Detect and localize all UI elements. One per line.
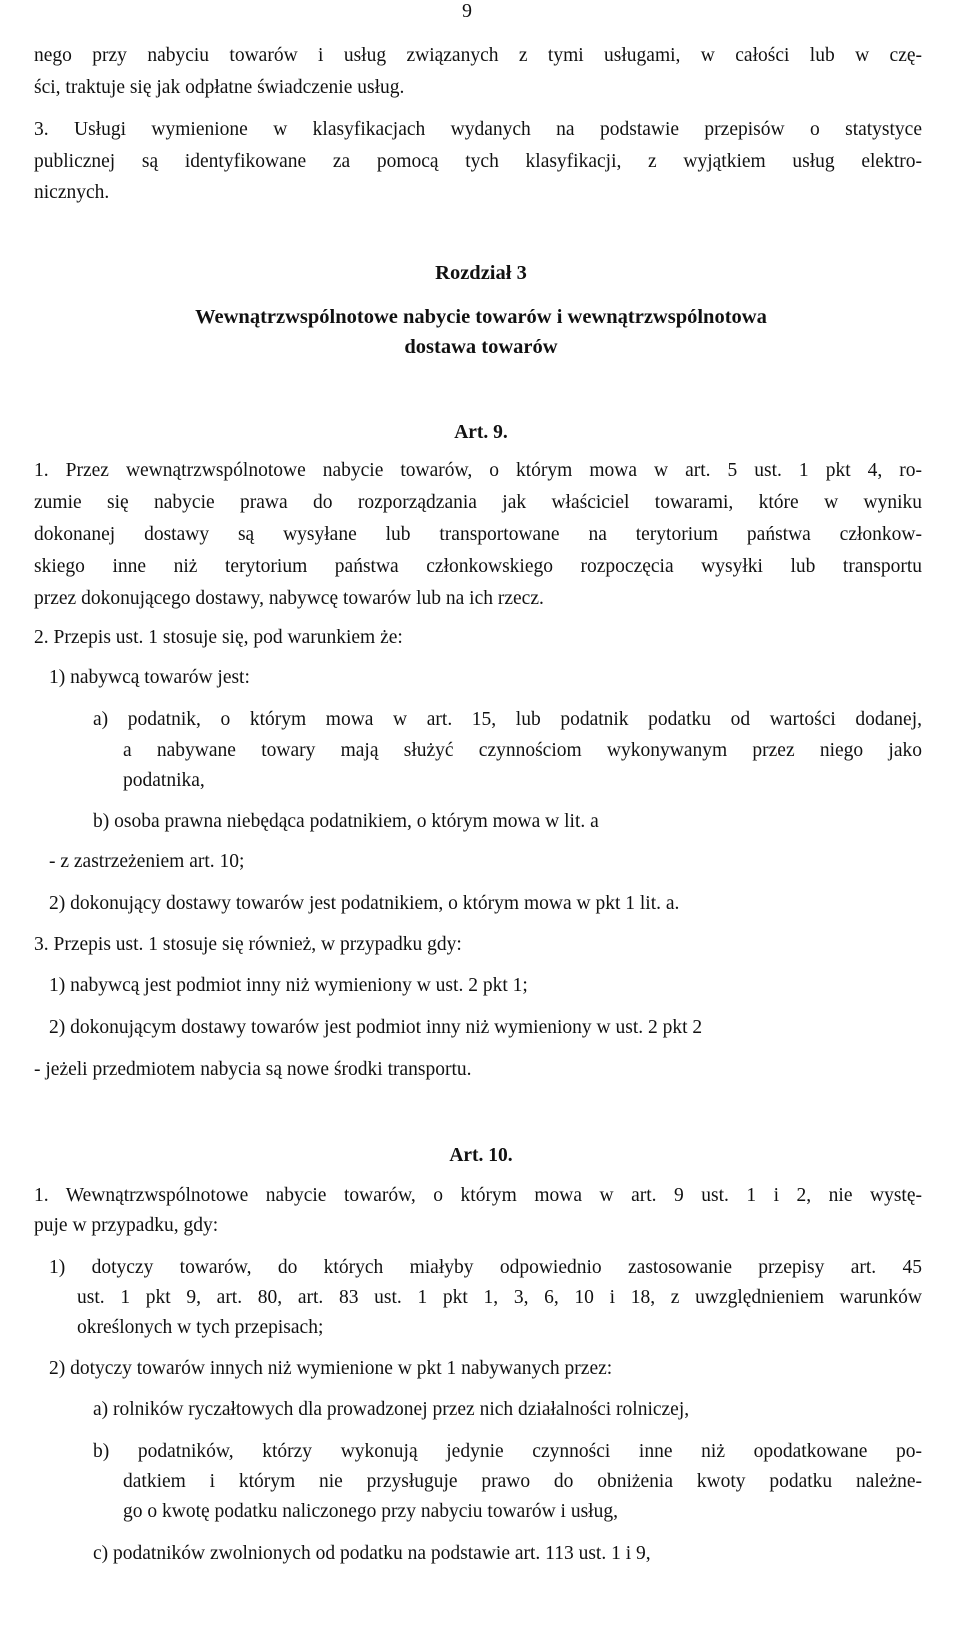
art9-p3-tail: - jeżeli przedmiotem nabycia są nowe środki transportu. — [34, 1059, 472, 1080]
art10-p1-item-2c: c) podatników zwolnionych od podatku na podstawie art. 113 ust. 1 i 9, — [93, 1543, 651, 1564]
chapter-label: Rozdział 3 — [435, 262, 527, 284]
art9-p2-item-1a-line-3: podatnika, — [123, 770, 205, 791]
art10-p1-item-2: 2) dotyczy towarów innych niż wymienione w pkt 1 nabywanych przez: — [49, 1358, 613, 1379]
art9-p2-item-1a-line-2: a nabywane towary mają służyć czynnościom wykonywanym przez niego jako — [123, 740, 922, 761]
art10-p1-item-1-line-3: określonych w tych przepisach; — [77, 1317, 324, 1338]
p3-line-2: publicznej są identyfikowane za pomocą tych klasyfikacji, z wyjątkiem usług elektro- — [34, 151, 922, 172]
page-number: 9 — [462, 0, 472, 22]
p3-line-3: nicznych. — [34, 182, 110, 203]
art9-p2-item-1a-line-1: a) podatnik, o którym mowa w art. 15, lub podatnik podatku od wartości dodanej, — [93, 709, 922, 730]
art9-p1-line-1: 1. Przez wewnątrzwspólnotowe nabycie towarów, o którym mowa w art. 5 ust. 1 pkt 4, ro- — [34, 460, 922, 481]
chapter-title-line-1: Wewnątrzwspólnotowe nabycie towarów i wewnątrzwspólnotowa — [195, 306, 767, 328]
art9-p1-line-3: dokonanej dostawy są wysyłane lub transportowane na terytorium państwa członkow- — [34, 524, 922, 545]
art10-heading: Art. 10. — [449, 1145, 513, 1166]
art9-heading: Art. 9. — [454, 422, 508, 443]
art9-p2-item-2: 2) dokonujący dostawy towarów jest podatnikiem, o którym mowa w pkt 1 lit. a. — [49, 893, 680, 914]
art10-p1-item-1-line-1: 1) dotyczy towarów, do których miałyby odpowiednio zastosowanie przepisy art. 45 — [49, 1257, 922, 1278]
art9-p3-item-1: 1) nabywcą jest podmiot inny niż wymieniony w ust. 2 pkt 1; — [49, 975, 528, 996]
art9-p1-line-5: przez dokonującego dostawy, nabywcę towarów lub na ich rzecz. — [34, 588, 544, 609]
art10-p1-line-1: 1. Wewnątrzwspólnotowe nabycie towarów, o którym mowa w art. 9 ust. 1 i 2, nie wystę- — [34, 1185, 922, 1206]
art9-p3-item-2: 2) dokonującym dostawy towarów jest podmiot inny niż wymieniony w ust. 2 pkt 2 — [49, 1017, 703, 1038]
art9-p3: 3. Przepis ust. 1 stosuje się również, w przypadku gdy: — [34, 934, 462, 955]
p3-line-1: 3. Usługi wymienione w klasyfikacjach wydanych na podstawie przepisów o statystyce — [34, 119, 922, 140]
art10-p1-item-2b-line-2: datkiem i którym nie przysługuje prawo do obniżenia kwoty podatku należne- — [123, 1471, 922, 1492]
art10-p1-line-2: puje w przypadku, gdy: — [34, 1215, 219, 1236]
art9-p2-item-1: 1) nabywcą towarów jest: — [49, 667, 250, 688]
art10-p1-item-2a: a) rolników ryczałtowych dla prowadzonej przez nich działalności rolniczej, — [93, 1399, 690, 1420]
art9-p2: 2. Przepis ust. 1 stosuje się, pod warunkiem że: — [34, 627, 403, 648]
art10-p1-item-2b-line-1: b) podatników, którzy wykonują jedynie czynności inne niż opodatkowane po- — [93, 1441, 922, 1462]
art10-p1-item-2b-line-3: go o kwotę podatku naliczonego przy nabyciu towarów i usług, — [123, 1501, 618, 1522]
intro-line-1: nego przy nabyciu towarów i usług związanych z tymi usługami, w całości lub w czę- — [34, 45, 922, 66]
chapter-title-line-2: dostawa towarów — [404, 336, 558, 358]
art10-p1-item-1-line-2: ust. 1 pkt 9, art. 80, art. 83 ust. 1 pkt 1, 3, 6, 10 i 18, z uwzględnieniem warunków — [77, 1287, 922, 1308]
art9-p1-line-4: skiego inne niż terytorium państwa członkowskiego rozpoczęcia wysyłki lub transportu — [34, 556, 922, 577]
art9-p2-tail: - z zastrzeżeniem art. 10; — [49, 851, 245, 872]
intro-line-2: ści, traktuje się jak odpłatne świadczenie usług. — [34, 77, 405, 98]
art9-p1-line-2: zumie się nabycie prawa do rozporządzania jak właściciel towarami, które w wyniku — [34, 492, 922, 513]
art9-p2-item-1b: b) osoba prawna niebędąca podatnikiem, o którym mowa w lit. a — [93, 811, 599, 832]
